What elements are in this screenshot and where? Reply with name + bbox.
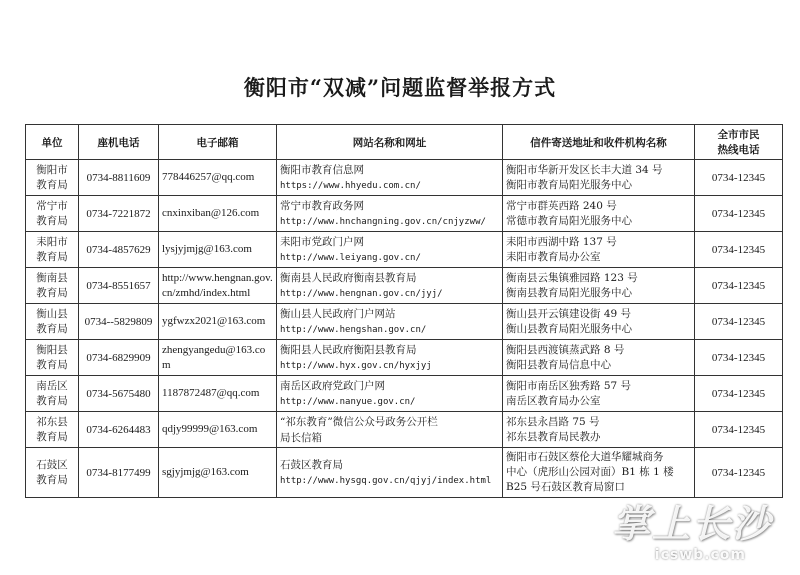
- unit-line: 衡阳县: [36, 343, 68, 356]
- unit-line: 教育局: [36, 473, 68, 486]
- site-url: http://www.hengshan.gov.cn/: [280, 324, 427, 335]
- table-row: [26, 232, 783, 268]
- header-hotline-line2: 热线电话: [717, 144, 760, 156]
- address-cell: [503, 268, 695, 304]
- address-line: 衡阳市石鼓区蔡伦大道华耀城商务: [506, 451, 664, 463]
- unit-cell: [26, 160, 79, 196]
- address-line: 衡阳市南岳区独秀路 57 号: [506, 379, 632, 392]
- unit-line: 常宁市: [36, 199, 68, 212]
- phone-cell: 0734--5829809: [79, 304, 159, 340]
- email-cell: lysjyjmjg@163.com: [159, 232, 277, 268]
- address-cell: [503, 376, 695, 412]
- unit-line: 耒阳市: [36, 235, 68, 248]
- unit-line: 石鼓区: [36, 458, 68, 471]
- phone-cell: 0734-7221872: [79, 196, 159, 232]
- email-cell: 778446257@qq.com: [159, 160, 277, 196]
- unit-cell: [26, 376, 79, 412]
- table-row: [26, 412, 783, 448]
- site-name: “祁东教育”微信公众号政务公开栏: [280, 415, 438, 428]
- site-name: 石鼓区教育局: [280, 458, 343, 471]
- email-cell: cnxinxiban@126.com: [159, 196, 277, 232]
- address-line: 衡阳县教育局信息中心: [506, 358, 611, 371]
- website-cell: [277, 304, 503, 340]
- address-line: 衡南县云集镇雅园路 123 号: [506, 271, 638, 284]
- email-line: http://www.hengnan.gov.: [162, 271, 273, 284]
- address-line: 南岳区教育局办公室: [506, 394, 601, 407]
- address-line: 耒阳市教育局办公室: [506, 250, 601, 263]
- watermark-logo: 掌上长沙: [611, 502, 772, 546]
- phone-cell: 0734-6829909: [79, 340, 159, 376]
- unit-cell: [26, 268, 79, 304]
- unit-line: 教育局: [36, 430, 68, 443]
- phone-cell: 0734-8177499: [79, 448, 159, 498]
- address-line: 衡南县教育局阳光服务中心: [506, 286, 632, 299]
- unit-line: 教育局: [36, 322, 68, 335]
- address-cell: [503, 196, 695, 232]
- unit-line: 教育局: [36, 214, 68, 227]
- unit-line: 教育局: [36, 394, 68, 407]
- unit-cell: [26, 232, 79, 268]
- unit-line: 衡南县: [36, 271, 68, 284]
- unit-line: 衡山县: [36, 307, 68, 320]
- address-line: B25 号石鼓区教育局窗口: [506, 481, 625, 493]
- phone-cell: 0734-5675480: [79, 376, 159, 412]
- table-header-row: [26, 125, 783, 160]
- hotline-cell: 0734-12345: [695, 376, 783, 412]
- website-cell: [277, 376, 503, 412]
- unit-cell: [26, 340, 79, 376]
- unit-cell: [26, 412, 79, 448]
- website-cell: [277, 340, 503, 376]
- unit-cell: [26, 448, 79, 498]
- hotline-cell: 0734-12345: [695, 196, 783, 232]
- site-url: http://www.leiyang.gov.cn/: [280, 252, 421, 263]
- website-cell: [277, 232, 503, 268]
- email-cell: ygfwzx2021@163.com: [159, 304, 277, 340]
- unit-cell: [26, 196, 79, 232]
- watermark: [592, 493, 772, 565]
- unit-line: 教育局: [36, 358, 68, 371]
- email-cell: zhengyangedu@163.com: [159, 340, 277, 376]
- header-phone: 座机电话: [79, 125, 159, 160]
- email-cell: 1187872487@qq.com: [159, 376, 277, 412]
- hotline-cell: 0734-12345: [695, 232, 783, 268]
- header-unit: 单位: [26, 125, 79, 160]
- header-address: 信件寄送地址和收件机构名称: [503, 125, 695, 160]
- email-cell: qdjy99999@163.com: [159, 412, 277, 448]
- report-contacts-table: [25, 124, 783, 498]
- site-name: 衡山县人民政府门户网站: [280, 307, 396, 320]
- table-row: [26, 160, 783, 196]
- address-line: 中心（虎形山公园对面）B1 栋 1 楼: [506, 466, 674, 478]
- phone-cell: 0734-6264483: [79, 412, 159, 448]
- header-website: 网站名称和网址: [277, 125, 503, 160]
- address-line: 衡山县教育局阳光服务中心: [506, 322, 632, 335]
- address-line: 常宁市群英西路 240 号: [506, 199, 617, 212]
- site-url: http://www.hengnan.gov.cn/jyj/: [280, 288, 443, 299]
- header-hotline-line1: 全市市民: [717, 129, 760, 141]
- table-row: [26, 304, 783, 340]
- unit-line: 教育局: [36, 178, 68, 191]
- address-cell: [503, 232, 695, 268]
- phone-cell: 0734-8811609: [79, 160, 159, 196]
- table-row: [26, 376, 783, 412]
- website-cell: [277, 196, 503, 232]
- document-title: 衡阳市“双减”问题监督举报方式: [243, 75, 557, 100]
- unit-cell: [26, 304, 79, 340]
- website-cell: [277, 412, 503, 448]
- unit-line: 衡阳市: [36, 163, 68, 176]
- address-line: 耒阳市西湖中路 137 号: [506, 235, 617, 248]
- website-cell: [277, 160, 503, 196]
- table-row: [26, 196, 783, 232]
- address-cell: [503, 448, 695, 498]
- address-cell: [503, 160, 695, 196]
- table-row: [26, 340, 783, 376]
- address-line: 衡阳市教育局阳光服务中心: [506, 178, 632, 191]
- address-cell: [503, 304, 695, 340]
- site-name: 南岳区政府党政门户网: [280, 379, 385, 392]
- hotline-cell: 0734-12345: [695, 412, 783, 448]
- site-url: http://www.nanyue.gov.cn/: [280, 396, 416, 407]
- site-name: 衡阳市教育信息网: [280, 163, 364, 176]
- address-line: 祁东县教育局民教办: [506, 430, 601, 443]
- site-url: https://www.hhyedu.com.cn/: [280, 180, 421, 191]
- site-name: 耒阳市党政门户网: [280, 235, 364, 248]
- site-name: 衡阳县人民政府衡阳县教育局: [280, 343, 417, 356]
- phone-cell: 0734-8551657: [79, 268, 159, 304]
- address-line: 常德市教育局阳光服务中心: [506, 214, 632, 227]
- email-cell: sgjyjmjg@163.com: [159, 448, 277, 498]
- hotline-cell: 0734-12345: [695, 268, 783, 304]
- unit-line: 南岳区: [36, 379, 68, 392]
- watermark-url: icswb.com: [654, 547, 746, 563]
- unit-line: 教育局: [36, 286, 68, 299]
- site-name: 衡南县人民政府衡南县教育局: [280, 271, 417, 284]
- hotline-cell: 0734-12345: [695, 160, 783, 196]
- website-cell: [277, 448, 503, 498]
- site-url: 局长信箱: [280, 431, 322, 444]
- header-email: 电子邮箱: [159, 125, 277, 160]
- website-cell: [277, 268, 503, 304]
- email-line: cn/zmhd/index.html: [162, 286, 251, 299]
- hotline-cell: 0734-12345: [695, 304, 783, 340]
- address-line: 衡阳市华新开发区长丰大道 34 号: [506, 163, 663, 176]
- address-line: 祁东县永昌路 75 号: [506, 415, 600, 428]
- address-line: 衡阳县西渡镇蒸武路 8 号: [506, 343, 625, 356]
- email-cell: [159, 268, 277, 304]
- address-cell: [503, 412, 695, 448]
- table-row: [26, 448, 783, 498]
- site-name: 常宁市教育政务网: [280, 199, 364, 212]
- unit-line: 教育局: [36, 250, 68, 263]
- address-line: 衡山县开云镇建设街 49 号: [506, 307, 632, 320]
- site-url: http://www.hyx.gov.cn/hyxjyj: [280, 360, 432, 371]
- header-hotline: [695, 125, 783, 160]
- table-row: [26, 268, 783, 304]
- unit-line: 祁东县: [36, 415, 68, 428]
- site-url: http://www.hysgq.gov.cn/qjyj/index.html: [280, 475, 492, 486]
- hotline-cell: 0734-12345: [695, 448, 783, 498]
- address-cell: [503, 340, 695, 376]
- hotline-cell: 0734-12345: [695, 340, 783, 376]
- phone-cell: 0734-4857629: [79, 232, 159, 268]
- site-url: http://www.hnchangning.gov.cn/cnjyzww/: [280, 216, 486, 227]
